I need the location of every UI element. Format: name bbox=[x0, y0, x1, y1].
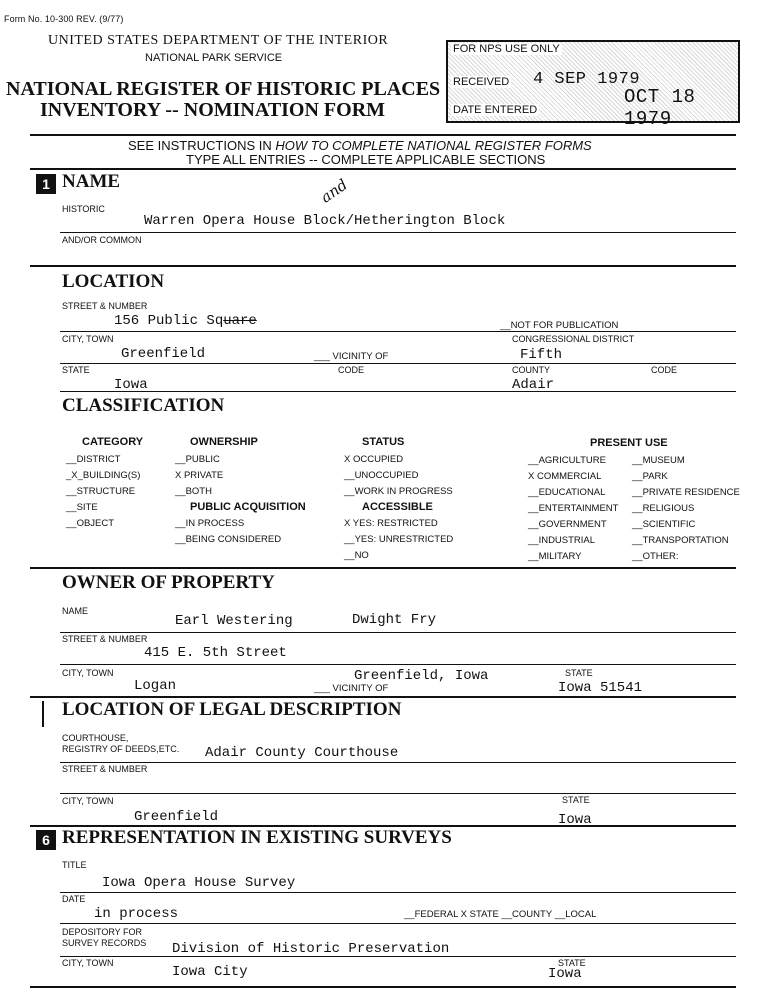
category-site: __SITE bbox=[66, 502, 98, 513]
depository-label-2: SURVEY RECORDS bbox=[62, 938, 147, 948]
status-work-in-progress: __WORK IN PROGRESS bbox=[344, 486, 453, 497]
service-name: NATIONAL PARK SERVICE bbox=[145, 52, 283, 64]
survey-title-label: TITLE bbox=[62, 860, 87, 870]
ownership-heading: OWNERSHIP bbox=[190, 436, 258, 448]
handwritten-insert: and bbox=[317, 175, 351, 207]
section-number-1: 1 bbox=[36, 174, 56, 194]
nps-use-only-box bbox=[446, 40, 740, 130]
legal-state-value: Iowa bbox=[558, 812, 592, 828]
ownership-both: __BOTH bbox=[175, 486, 212, 497]
legal-state-label: STATE bbox=[562, 795, 590, 805]
received-label: RECEIVED bbox=[453, 76, 510, 88]
use-industrial: __INDUSTRIAL bbox=[528, 535, 596, 546]
state-label: STATE bbox=[62, 365, 90, 375]
section-name-title: NAME bbox=[62, 171, 121, 192]
depository-label-1: DEPOSITORY FOR bbox=[62, 927, 143, 937]
street-value-text: 156 Public Sq bbox=[114, 313, 224, 329]
historic-name-value: Warren Opera House Block/Hetherington Block bbox=[144, 213, 506, 229]
legal-street-label: STREET & NUMBER bbox=[62, 764, 148, 774]
legal-city-value: Greenfield bbox=[134, 809, 219, 825]
survey-city-label: CITY, TOWN bbox=[62, 958, 114, 968]
accessible-restricted: X YES: RESTRICTED bbox=[344, 518, 438, 529]
street-number-label: STREET & NUMBER bbox=[62, 301, 148, 311]
present-use-heading: PRESENT USE bbox=[590, 437, 668, 449]
category-buildings: _X_BUILDING(S) bbox=[66, 470, 141, 481]
section-classification-title: CLASSIFICATION bbox=[62, 395, 225, 416]
use-park: __PARK bbox=[632, 471, 668, 482]
section-surveys-title: REPRESENTATION IN EXISTING SURVEYS bbox=[62, 827, 452, 848]
use-private-residence: __PRIVATE RESIDENCE bbox=[632, 487, 740, 498]
owner-state-value: Iowa 51541 bbox=[558, 680, 643, 696]
use-transportation: __TRANSPORTATION bbox=[632, 535, 729, 546]
not-for-publication: __NOT FOR PUBLICATION bbox=[500, 320, 619, 331]
owner-city2-value: Greenfield, Iowa bbox=[354, 668, 489, 684]
accessible-no: __NO bbox=[344, 550, 369, 561]
form-title-line2: INVENTORY -- NOMINATION FORM bbox=[40, 99, 386, 121]
category-object: __OBJECT bbox=[66, 518, 115, 529]
department-name: UNITED STATES DEPARTMENT OF THE INTERIOR bbox=[48, 33, 389, 48]
depository-value: Division of Historic Preservation bbox=[172, 941, 450, 957]
street-struck-text: uare bbox=[223, 313, 257, 329]
courthouse-value: Adair County Courthouse bbox=[205, 745, 399, 761]
accessible-unrestricted: __YES: UNRESTRICTED bbox=[344, 534, 454, 545]
use-scientific: __SCIENTIFIC bbox=[632, 519, 696, 530]
section-location-title: LOCATION bbox=[62, 271, 165, 292]
instructions-line1 bbox=[128, 138, 592, 153]
status-occupied: X OCCUPIED bbox=[344, 454, 404, 465]
owner-state-label: STATE bbox=[565, 668, 593, 678]
use-religious: __RELIGIOUS bbox=[632, 503, 695, 514]
use-other: __OTHER: bbox=[632, 551, 679, 562]
vicinity-of: ___ VICINITY OF bbox=[314, 351, 389, 362]
city-value: Greenfield bbox=[121, 346, 206, 362]
courthouse-label-2: REGISTRY OF DEEDS,ETC. bbox=[62, 744, 180, 754]
category-district: __DISTRICT bbox=[66, 454, 121, 465]
historic-label: HISTORIC bbox=[62, 204, 105, 214]
owner-name-label: NAME bbox=[62, 606, 89, 616]
owner-city-value: Logan bbox=[134, 678, 177, 694]
owner-name-1: Earl Westering bbox=[175, 613, 293, 629]
legal-city-label: CITY, TOWN bbox=[62, 796, 114, 806]
use-government: __GOVERNMENT bbox=[528, 519, 607, 530]
survey-date-label: DATE bbox=[62, 894, 86, 904]
category-structure: __STRUCTURE bbox=[66, 486, 136, 497]
owner-city-label: CITY, TOWN bbox=[62, 668, 114, 678]
received-stamp: 4 SEP 1979 bbox=[533, 70, 641, 89]
date-entered-label: DATE ENTERED bbox=[453, 104, 538, 116]
survey-state-label: STATE bbox=[558, 958, 586, 968]
congressional-district-label: CONGRESSIONAL DISTRICT bbox=[512, 334, 635, 344]
code-label: CODE bbox=[338, 365, 365, 375]
courthouse-label-1: COURTHOUSE, bbox=[62, 733, 129, 743]
use-military: __MILITARY bbox=[528, 551, 582, 562]
nps-box-title: FOR NPS USE ONLY bbox=[453, 43, 560, 55]
survey-date-value: in process bbox=[94, 906, 179, 922]
acquisition-in-process: __IN PROCESS bbox=[175, 518, 245, 529]
owner-name-2: Dwight Fry bbox=[352, 612, 437, 628]
use-commercial: X COMMERCIAL bbox=[528, 471, 602, 482]
street-number-value bbox=[114, 313, 257, 329]
form-number: Form No. 10-300 REV. (9/77) bbox=[4, 14, 124, 24]
use-museum: __MUSEUM bbox=[632, 455, 685, 466]
form-title-line1: NATIONAL REGISTER OF HISTORIC PLACES bbox=[6, 78, 441, 100]
acquisition-being-considered: __BEING CONSIDERED bbox=[175, 534, 282, 545]
county-code-label: CODE bbox=[651, 365, 678, 375]
accessible-heading: ACCESSIBLE bbox=[362, 501, 433, 513]
survey-city-value: Iowa City bbox=[172, 964, 248, 980]
congressional-district-value: Fifth bbox=[520, 347, 563, 363]
common-name-label: AND/OR COMMON bbox=[62, 235, 142, 245]
instructions-prefix: SEE INSTRUCTIONS IN bbox=[128, 138, 276, 153]
ownership-private: X PRIVATE bbox=[175, 470, 224, 481]
ownership-public: __PUBLIC bbox=[175, 454, 220, 465]
section-owner-title: OWNER OF PROPERTY bbox=[62, 572, 275, 593]
owner-street-label: STREET & NUMBER bbox=[62, 634, 148, 644]
survey-levels: __FEDERAL X STATE __COUNTY __LOCAL bbox=[404, 909, 597, 920]
category-heading: CATEGORY bbox=[82, 436, 144, 448]
instructions-title: HOW TO COMPLETE NATIONAL REGISTER FORMS bbox=[275, 138, 592, 153]
instructions-line2: TYPE ALL ENTRIES -- COMPLETE APPLICABLE SECTIONS bbox=[186, 152, 546, 167]
state-value: Iowa bbox=[114, 377, 148, 393]
owner-vicinity-of: ___ VICINITY OF bbox=[314, 683, 389, 694]
survey-state-value: Iowa bbox=[548, 966, 582, 982]
owner-street-value: 415 E. 5th Street bbox=[144, 645, 287, 661]
section-number-6: 6 bbox=[36, 830, 56, 850]
survey-title-value: Iowa Opera House Survey bbox=[102, 875, 296, 891]
use-agriculture: __AGRICULTURE bbox=[528, 455, 606, 466]
public-acquisition-heading: PUBLIC ACQUISITION bbox=[190, 501, 306, 513]
section-legal-title: LOCATION OF LEGAL DESCRIPTION bbox=[62, 699, 402, 720]
county-label: COUNTY bbox=[512, 365, 550, 375]
status-unoccupied: __UNOCCUPIED bbox=[344, 470, 419, 481]
entered-stamp: OCT 18 1979 bbox=[624, 86, 696, 130]
status-heading: STATUS bbox=[362, 436, 405, 448]
use-entertainment: __ENTERTAINMENT bbox=[528, 503, 619, 514]
section-5-marker bbox=[42, 701, 44, 727]
county-value: Adair bbox=[512, 377, 555, 393]
use-educational: __EDUCATIONAL bbox=[528, 487, 606, 498]
city-town-label: CITY, TOWN bbox=[62, 334, 114, 344]
